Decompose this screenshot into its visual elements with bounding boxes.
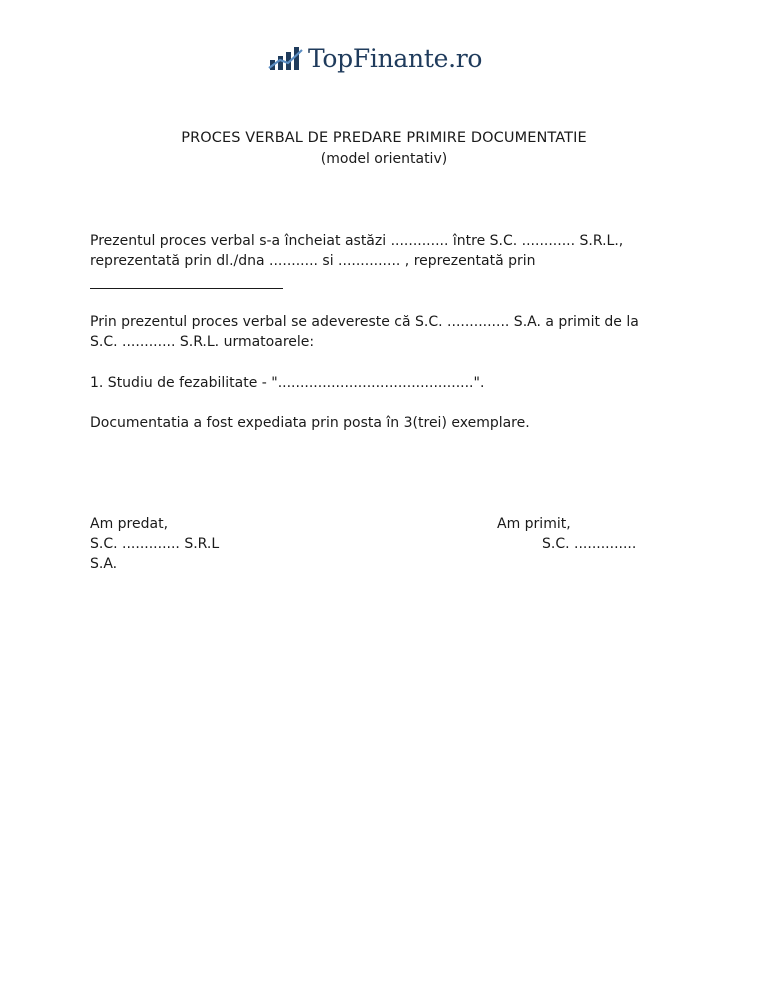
sender-company-suffix: S.A. (90, 556, 118, 572)
receiver-label: Am primit, (497, 516, 571, 532)
receiver-company: S.C. .............. (542, 536, 637, 552)
list-item-1: 1. Studiu de fezabilitate - "............................................". (90, 375, 485, 391)
logo (268, 40, 482, 76)
bar-chart-logo-icon (268, 44, 304, 72)
document-subtitle: (model orientativ) (320, 151, 448, 167)
paragraph-3: Documentatia a fost expediata prin posta în 3(trei) exemplare. (90, 415, 530, 431)
document-title: PROCES VERBAL DE PREDARE PRIMIRE DOCUMENTATIE (181, 130, 587, 146)
paragraph-1 (90, 231, 690, 271)
sender-label: Am predat, (90, 516, 169, 532)
blank-signature-line (90, 288, 283, 289)
paragraph-2 (90, 312, 690, 352)
sender-company: S.C. ............. S.R.L (90, 536, 220, 552)
paragraph-2-line-1: Prin prezentul proces verbal se adevereste că S.C. .............. S.A. a primit de la (90, 314, 639, 330)
logo-text: TopFinante.ro (308, 43, 483, 73)
paragraph-1-line-1: Prezentul proces verbal s-a încheiat astăzi ............. între S.C. ............ S.R.L., (90, 233, 624, 249)
paragraph-1-line-2: reprezentată prin dl./dna ........... si .............. , reprezentată prin (90, 253, 536, 269)
paragraph-2-line-2: S.C. ............ S.R.L. urmatoarele: (90, 334, 315, 350)
